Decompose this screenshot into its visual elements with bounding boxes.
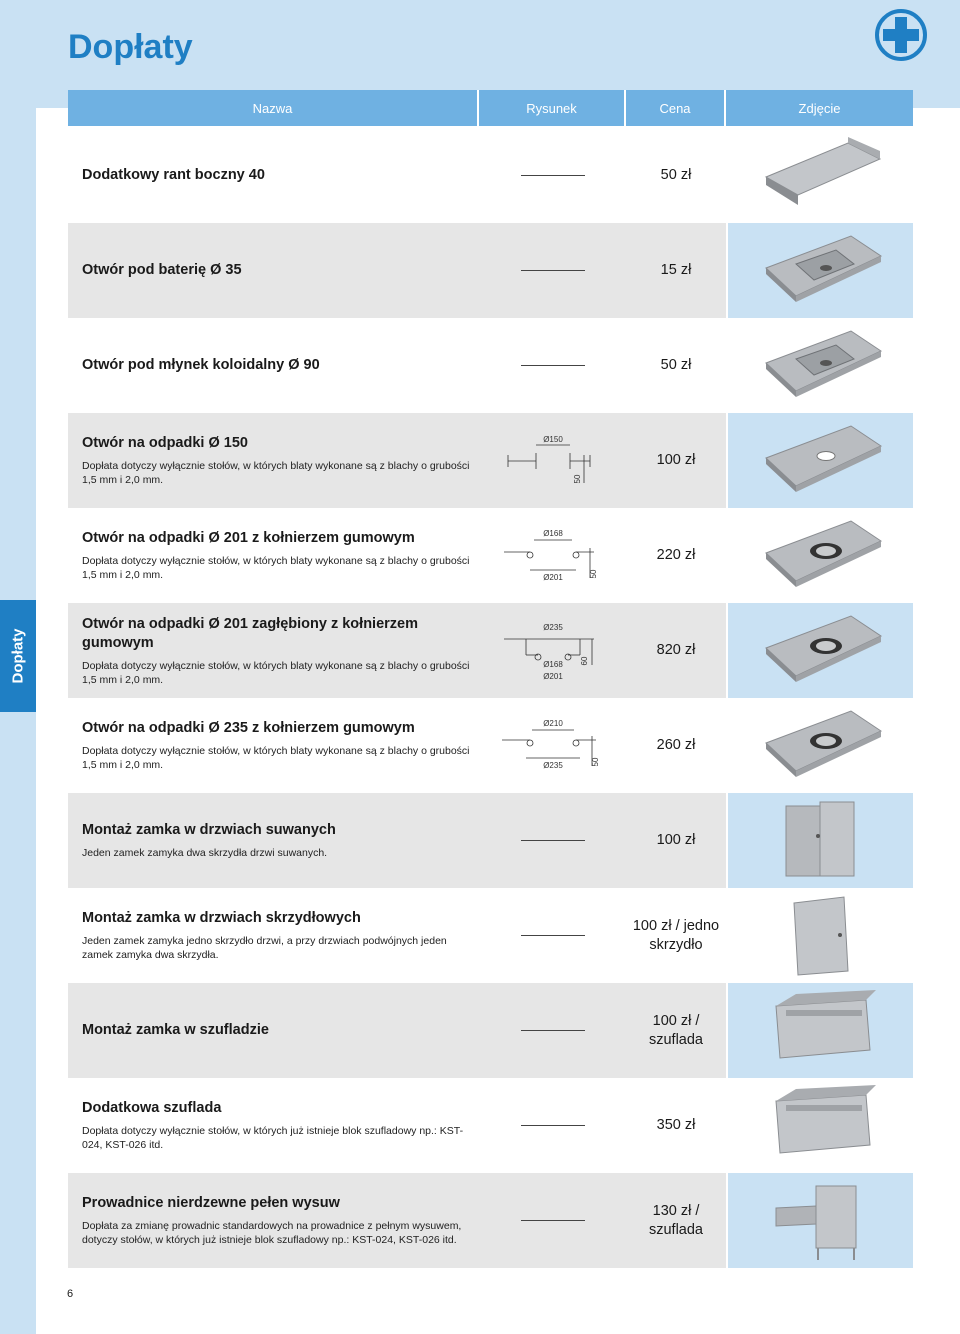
row-title: Otwór pod baterię Ø 35 — [82, 262, 242, 278]
price-cell: 100 zł — [656, 832, 696, 848]
no-drawing-dash — [521, 935, 585, 936]
row-title: Prowadnice nierdzewne pełen wysuw — [82, 1195, 340, 1211]
photo-cell — [726, 318, 913, 413]
photo-cell — [726, 983, 913, 1078]
drawing-cell — [479, 508, 626, 603]
photo-cell — [726, 698, 913, 793]
row-title: Otwór na odpadki Ø 150 — [82, 435, 248, 451]
name-cell — [68, 603, 479, 698]
row-description: Dopłata dotyczy wyłącznie stołów, w których blaty wykonane są z blachy o grubości 1,5 mm i 2,0 mm. — [82, 555, 470, 581]
technical-drawing — [498, 621, 608, 681]
name-cell — [68, 888, 479, 983]
table-row — [68, 318, 913, 413]
price-cell: 820 zł — [656, 642, 696, 658]
drawing-cell — [479, 413, 626, 508]
row-title: Montaż zamka w szufladzie — [82, 1022, 269, 1038]
table-row — [68, 413, 913, 508]
drawing-cell — [479, 888, 626, 983]
table-row — [68, 698, 913, 793]
price-cell: 100 zł / jedno skrzydło — [632, 917, 720, 953]
price-cell: 130 zł / szuflada — [648, 1202, 703, 1238]
name-cell — [68, 1078, 479, 1173]
table-row — [68, 793, 913, 888]
name-cell — [68, 318, 479, 413]
name-cell — [68, 128, 479, 223]
svg-text:50: 50 — [572, 474, 582, 483]
price-cell: 50 zł — [660, 357, 692, 373]
table-row — [68, 603, 913, 698]
side-label: Dopłaty — [9, 628, 27, 684]
table-row — [68, 223, 913, 318]
drawing-cell — [479, 128, 626, 223]
price-cell: 260 zł — [656, 737, 696, 753]
name-cell — [68, 223, 479, 318]
column-header-photo: Zdjęcie — [798, 100, 841, 116]
name-cell — [68, 698, 479, 793]
photo-cell — [726, 508, 913, 603]
svg-text:Ø201: Ø201 — [542, 572, 563, 582]
price-cell: 350 zł — [656, 1117, 696, 1133]
table-row — [68, 983, 913, 1078]
drawing-cell — [479, 603, 626, 698]
photo-cell — [726, 1173, 913, 1268]
table-large-collar-photo — [756, 703, 886, 788]
technical-drawing — [498, 526, 608, 586]
table-recessed-collar-photo — [756, 608, 886, 693]
row-title: Otwór pod młynek koloidalny Ø 90 — [82, 357, 320, 373]
name-cell — [68, 793, 479, 888]
svg-text:50: 50 — [588, 569, 598, 578]
no-drawing-dash — [521, 1125, 585, 1126]
svg-text:Ø168: Ø168 — [542, 528, 563, 538]
svg-text:Ø168: Ø168 — [542, 659, 563, 669]
no-drawing-dash — [521, 1220, 585, 1221]
svg-text:Ø235: Ø235 — [542, 622, 563, 632]
no-drawing-dash — [521, 1030, 585, 1031]
table-waste-hole-photo — [756, 418, 886, 503]
row-title: Otwór na odpadki Ø 235 z kołnierzem gumowym — [82, 720, 415, 736]
sink-grinder-hole-photo — [756, 323, 886, 408]
drawing-cell — [479, 318, 626, 413]
row-title: Otwór na odpadki Ø 201 z kołnierzem gumowym — [82, 530, 415, 546]
svg-text:50: 50 — [590, 757, 600, 766]
svg-text:Ø150: Ø150 — [542, 434, 563, 444]
row-description: Jeden zamek zamyka jedno skrzydło drzwi, a przy drzwiach podwójnych jeden zamek zamyka dwa skrzydła. — [82, 935, 447, 961]
price-cell: 100 zł — [656, 452, 696, 468]
plus-icon — [874, 8, 928, 62]
svg-text:Ø235: Ø235 — [542, 760, 563, 770]
price-cell: 50 zł — [660, 167, 692, 183]
technical-drawing — [498, 431, 608, 491]
price-cell: 220 zł — [656, 547, 696, 563]
column-header-drawing: Rysunek — [479, 90, 626, 126]
drawer-photo — [756, 1083, 886, 1168]
photo-cell — [726, 603, 913, 698]
row-description: Dopłata dotyczy wyłącznie stołów, w których blaty wykonane są z blachy o grubości 1,5 mm i 2,0 mm. — [82, 460, 470, 486]
name-cell — [68, 1173, 479, 1268]
svg-text:60: 60 — [579, 656, 589, 665]
no-drawing-dash — [521, 365, 585, 366]
svg-text:Ø201: Ø201 — [542, 671, 563, 681]
drawer-lock-photo — [756, 988, 886, 1073]
row-description: Dopłata dotyczy wyłącznie stołów, w których już istnieje blok szufladowy np.: KST-024, KST-026 itd. — [82, 1125, 464, 1151]
photo-cell — [726, 223, 913, 318]
column-header-price: Cena — [626, 90, 726, 126]
row-title: Dodatkowy rant boczny 40 — [82, 167, 265, 183]
price-cell: 15 zł — [660, 262, 692, 278]
drawing-cell — [479, 1173, 626, 1268]
row-description: Dopłata dotyczy wyłącznie stołów, w których blaty wykonane są z blachy o grubości 1,5 mm i 2,0 mm. — [82, 659, 470, 686]
table-row — [68, 888, 913, 983]
photo-cell — [726, 413, 913, 508]
row-title: Montaż zamka w drzwiach suwanych — [82, 822, 336, 838]
table-row — [68, 508, 913, 603]
name-cell — [68, 508, 479, 603]
no-drawing-dash — [521, 840, 585, 841]
page-number: 6 — [67, 1288, 74, 1300]
drawing-cell — [479, 793, 626, 888]
row-title: Otwór na odpadki Ø 201 zagłębiony z kołnierzem gumowym — [82, 615, 418, 651]
table-header — [68, 90, 913, 128]
hinged-door-photo — [756, 893, 886, 978]
table-body — [68, 128, 913, 1268]
photo-cell — [726, 1078, 913, 1173]
side-edge-table-photo — [756, 133, 886, 218]
sink-tap-hole-photo — [756, 228, 886, 313]
row-title: Montaż zamka w drzwiach skrzydłowych — [82, 910, 361, 926]
table-row — [68, 1078, 913, 1173]
drawing-cell — [479, 698, 626, 793]
name-cell — [68, 413, 479, 508]
row-description: Dopłata dotyczy wyłącznie stołów, w których blaty wykonane są z blachy o grubości 1,5 mm i 2,0 mm. — [82, 745, 470, 771]
table-row — [68, 1173, 913, 1268]
drawer-cabinet-photo — [756, 1178, 886, 1263]
table-rubber-collar-photo — [756, 513, 886, 598]
technical-drawing — [498, 716, 608, 776]
svg-text:Ø210: Ø210 — [542, 718, 563, 728]
photo-cell — [726, 793, 913, 888]
price-cell: 100 zł / szuflada — [648, 1012, 703, 1048]
drawing-cell — [479, 983, 626, 1078]
row-description: Jeden zamek zamyka dwa skrzydła drzwi suwanych. — [82, 847, 328, 859]
column-header-name: Nazwa — [68, 90, 479, 126]
price-table — [68, 90, 913, 1268]
no-drawing-dash — [521, 270, 585, 271]
drawing-cell — [479, 223, 626, 318]
row-description: Dopłata za zmianę prowadnic standardowych na prowadnice z pełnym wysuwem, dotyczy stołów, w których już istnieje blok szufladowy np.: KST-024, KST-026 itd. — [82, 1220, 462, 1246]
row-title: Dodatkowa szuflada — [82, 1100, 222, 1116]
name-cell — [68, 983, 479, 1078]
drawing-cell — [479, 1078, 626, 1173]
photo-cell — [726, 888, 913, 983]
sliding-doors-photo — [756, 798, 886, 883]
page-title: Dopłaty — [68, 28, 193, 66]
photo-cell — [726, 128, 913, 223]
no-drawing-dash — [521, 175, 585, 176]
table-row — [68, 128, 913, 223]
